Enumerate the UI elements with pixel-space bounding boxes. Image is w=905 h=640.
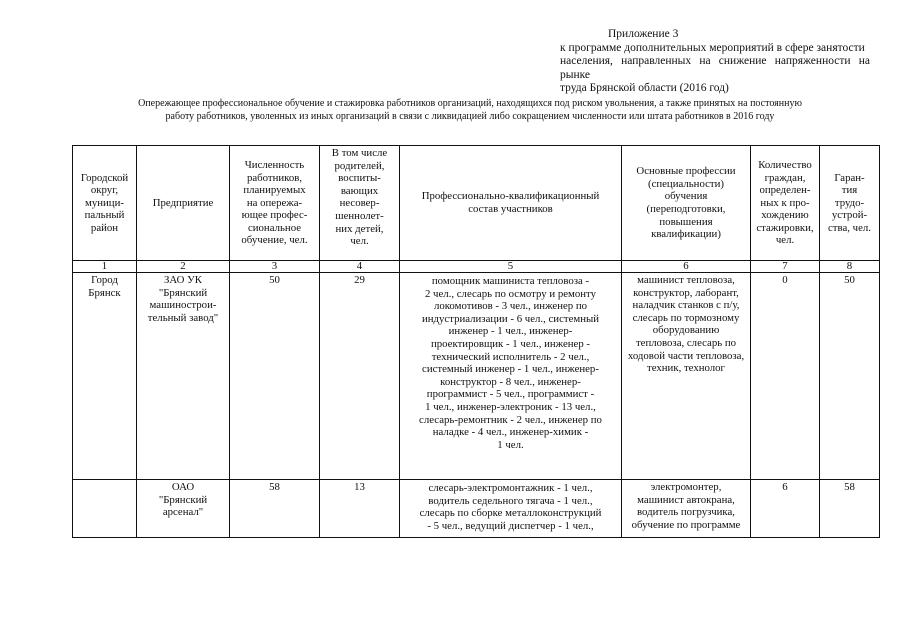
text-line: проектировщик - 1 чел., инженер - xyxy=(430,337,591,350)
text-line: ства, чел. xyxy=(828,221,871,234)
table-body xyxy=(73,273,880,538)
text-line: работников, xyxy=(246,171,303,184)
text-line: состав участников xyxy=(468,203,553,215)
header-staff xyxy=(400,146,622,261)
cell-district xyxy=(73,480,137,538)
text-line: трудо- xyxy=(834,196,865,209)
text-line: наладке - 4 чел., инженер-химик - xyxy=(432,426,589,439)
text-line: шеннолет- xyxy=(335,209,384,222)
training-table xyxy=(72,145,880,538)
text-line: конструктор - 8 чел., инженер- xyxy=(440,375,581,388)
header-enterprise xyxy=(137,146,230,261)
heading-line: работу работников, уволенных из иных организаций в связи с ликвидацией либо сокращением численности или штата работников в 2016 году xyxy=(165,110,775,122)
text-line: ных к про- xyxy=(760,196,810,209)
text-line: определен- xyxy=(759,184,811,197)
text-line: локомотивов - 3 чел., инженер по xyxy=(433,300,588,313)
header-planned xyxy=(230,146,320,261)
text-line: вающих xyxy=(340,184,379,197)
text-line: сиональное xyxy=(247,221,302,234)
column-number: 1 xyxy=(73,261,137,273)
table-header-row xyxy=(73,146,880,261)
appendix-line: населения, направленных на снижение напряженности на рынке xyxy=(560,55,870,81)
text-line: устрой- xyxy=(831,209,868,222)
cell-guarantee: 50 xyxy=(820,273,880,480)
document-heading xyxy=(95,98,845,123)
text-line: округ, xyxy=(90,184,119,197)
column-number-row xyxy=(73,261,880,273)
text-line: 1 чел. xyxy=(497,438,524,451)
text-line: них детей, xyxy=(335,222,384,235)
header-internship xyxy=(751,146,820,261)
text-line: район xyxy=(90,221,119,234)
text-line: 1 чел., инженер-электроник - 13 чел., xyxy=(425,400,596,413)
text-line: несовер- xyxy=(339,197,380,210)
text-line: Брянск xyxy=(88,286,121,299)
text-line: стажировки, xyxy=(756,221,814,234)
cell-guarantee: 58 xyxy=(820,480,880,538)
cell-professions xyxy=(622,273,751,480)
cell-staff xyxy=(400,480,622,538)
text-line: планируемых xyxy=(243,184,306,197)
cell-planned: 58 xyxy=(230,480,320,538)
cell-internship: 0 xyxy=(751,273,820,480)
text-line: чел. xyxy=(775,234,795,247)
appendix-title: Приложение 3 xyxy=(608,28,679,40)
cell-enterprise xyxy=(137,273,230,480)
appendix-block xyxy=(560,28,870,96)
header-guarantee xyxy=(820,146,880,261)
text-line: инженер - 1 чел., инженер- xyxy=(448,325,573,338)
text-line: "Брянский xyxy=(158,493,208,506)
cell-enterprise xyxy=(137,480,230,538)
text-line: ЗАО УК xyxy=(163,274,202,286)
text-line: тельный завод" xyxy=(147,311,219,324)
text-line: машинист тепловоза, xyxy=(637,274,735,286)
text-line: слесарь-ремонтник - 2 чел., инженер по xyxy=(419,413,602,426)
cell-internship: 6 xyxy=(751,480,820,538)
text-line: ющее профес- xyxy=(241,209,308,222)
text-line: наладчик станков с п/у, xyxy=(632,299,740,312)
text-line: обучение, чел. xyxy=(241,234,308,247)
text-line: водитель седельного тягача - 1 чел., xyxy=(428,494,593,507)
text-line: тепловоза, слесарь по xyxy=(635,336,737,349)
text-line: Профессионально-квалификационный xyxy=(421,190,600,203)
text-line: обучение по программе xyxy=(631,518,741,531)
column-number: 6 xyxy=(622,261,751,273)
heading-line: Опережающее профессиональное обучение и стажировка работников организаций, находящихся под риском увольнения, а также принятых на постоянную xyxy=(138,98,802,109)
column-number: 7 xyxy=(751,261,820,273)
text-line: родителей, xyxy=(334,159,385,172)
cell-planned: 50 xyxy=(230,273,320,480)
text-line: (специальности) xyxy=(647,177,725,190)
text-line: граждан, xyxy=(764,171,806,184)
text-line: Численность xyxy=(244,158,305,171)
cell-parents: 29 xyxy=(320,273,400,480)
text-line: Городской xyxy=(80,171,129,184)
text-line: конструктор, лаборант, xyxy=(633,286,739,299)
column-number: 5 xyxy=(400,261,622,273)
text-line: техник, технолог xyxy=(647,362,725,375)
cell-district xyxy=(73,273,137,480)
text-line: 2 чел., слесарь по осмотру и ремонту xyxy=(424,287,597,300)
text-line: оборудованию xyxy=(652,324,720,337)
text-line: системный инженер - 1 чел., инженер- xyxy=(422,363,599,376)
text-line: слесарь по сборке металлоконструкций xyxy=(419,507,602,520)
text-line: Основные профессии xyxy=(636,165,736,178)
text-line: электромонтер, xyxy=(650,481,722,493)
cell-professions xyxy=(622,480,751,538)
text-line: (переподготовки, xyxy=(646,203,726,215)
text-line: на опережа- xyxy=(246,196,303,209)
text-line: машинострои- xyxy=(149,299,217,312)
column-number: 4 xyxy=(320,261,400,273)
table-row xyxy=(73,480,880,538)
text-line: В том числе xyxy=(331,147,388,159)
text-line: слесарь-электромонтажник - 1 чел., xyxy=(428,482,593,494)
text-line: Предприятие xyxy=(152,196,214,209)
text-line: арсенал" xyxy=(162,506,204,519)
column-number: 8 xyxy=(820,261,880,273)
text-line: ОАО xyxy=(171,481,195,493)
column-number: 2 xyxy=(137,261,230,273)
text-line: "Брянский xyxy=(158,286,208,299)
text-line: ходовой части тепловоза, xyxy=(627,349,745,362)
table-row xyxy=(73,273,880,480)
text-line: Гаран- xyxy=(834,171,865,184)
appendix-reference xyxy=(560,42,870,96)
text-line: слесарь по тормозному xyxy=(632,311,740,324)
text-line: Город xyxy=(91,274,118,286)
appendix-line: к программе дополнительных мероприятий в сфере занятости xyxy=(560,41,865,54)
header-district xyxy=(73,146,137,261)
text-line: обучения xyxy=(664,190,708,203)
appendix-line: труда Брянской области (2016 год) xyxy=(560,82,729,94)
text-line: технический исполнитель - 2 чел., xyxy=(431,350,590,363)
text-line: пальный xyxy=(84,209,125,222)
text-line: машинист автокрана, xyxy=(637,493,735,506)
text-line: воспиты- xyxy=(338,172,381,185)
text-line: водитель погрузчика, xyxy=(637,506,735,519)
text-line: квалификации) xyxy=(651,228,721,241)
text-line: повышения xyxy=(659,215,713,228)
cell-parents: 13 xyxy=(320,480,400,538)
text-line: Количество xyxy=(758,158,812,171)
text-line: муници- xyxy=(85,196,124,209)
text-line: помощник машиниста тепловоза - xyxy=(431,275,590,287)
text-line: программист - 5 чел., программист - xyxy=(426,388,595,401)
text-line: - 5 чел., ведущий диспетчер - 1 чел., xyxy=(427,519,594,532)
header-professions xyxy=(622,146,751,261)
text-line: тия xyxy=(841,184,858,197)
text-line: индустриализации - 6 чел., системный xyxy=(421,312,600,325)
text-line: чел. xyxy=(350,235,369,248)
column-number: 3 xyxy=(230,261,320,273)
header-parents xyxy=(320,146,400,261)
text-line: хождению xyxy=(761,209,809,222)
cell-staff xyxy=(400,273,622,480)
